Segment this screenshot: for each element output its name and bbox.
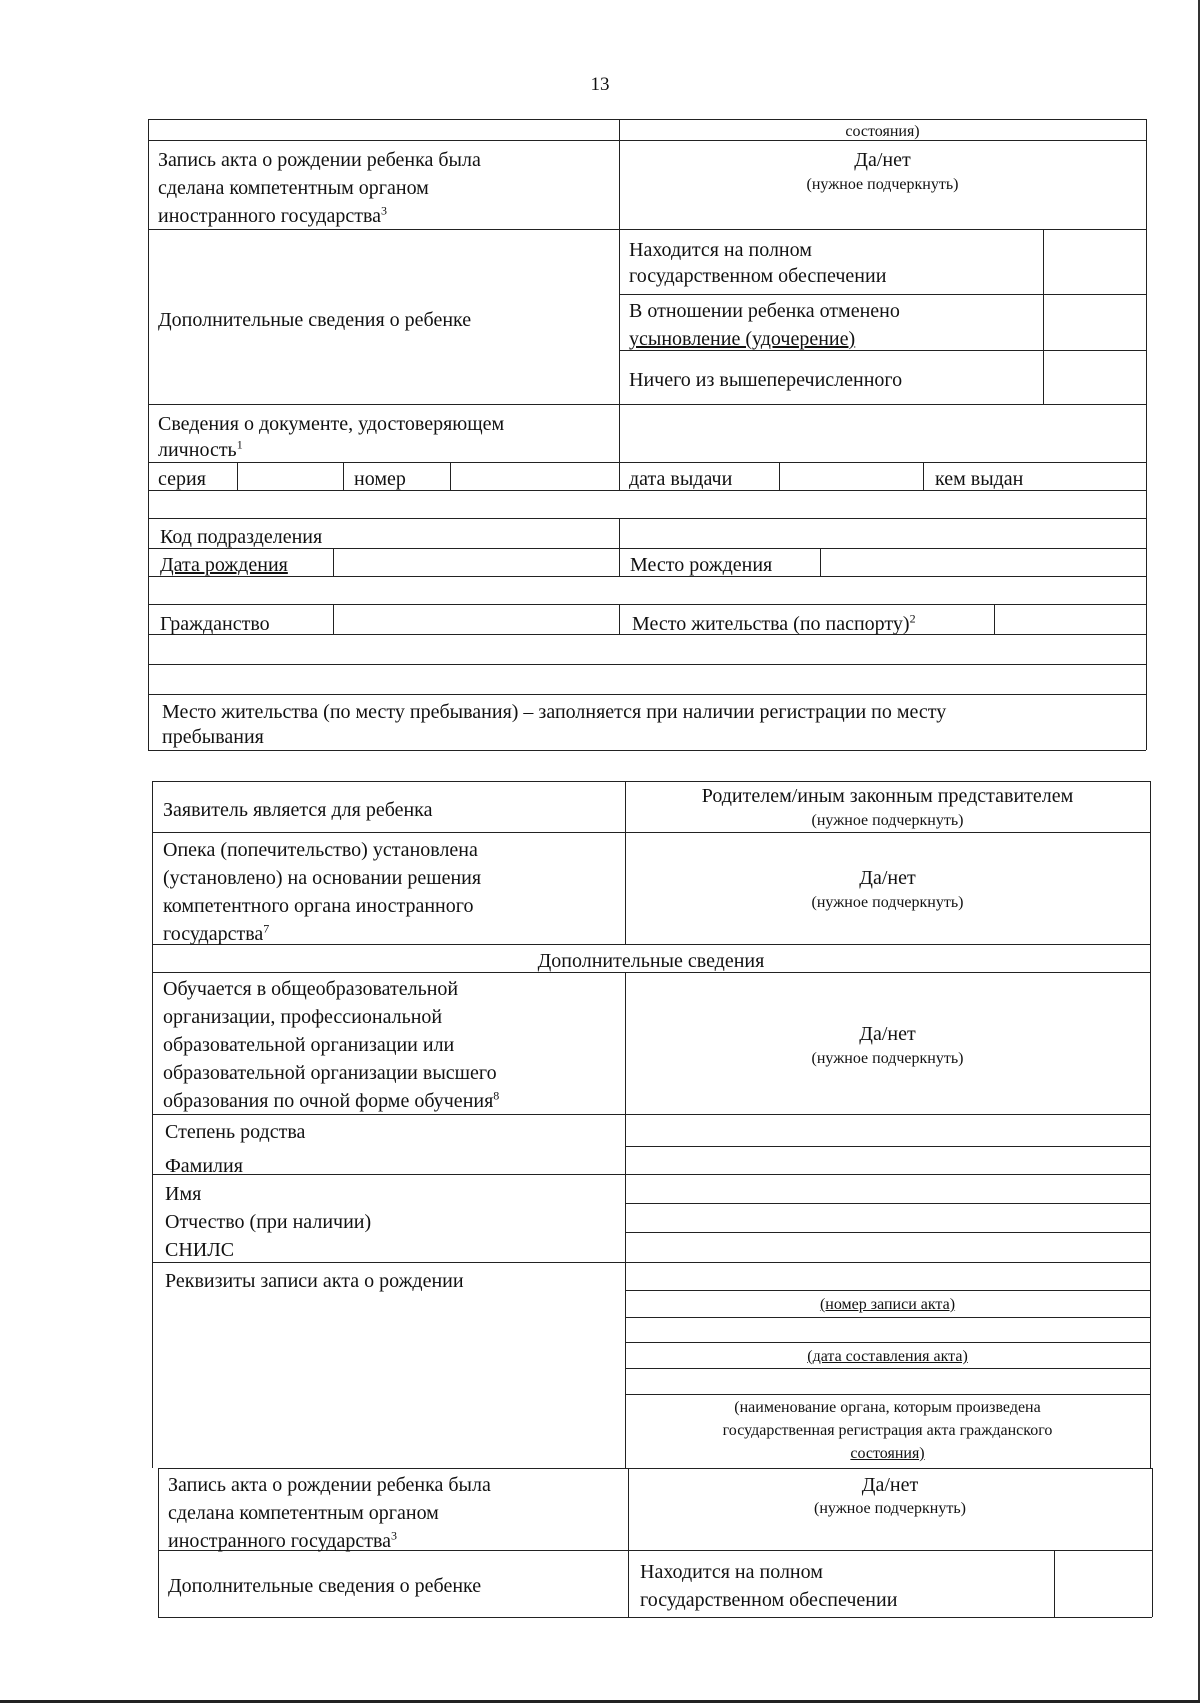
name-label: Имя xyxy=(165,1183,202,1205)
birth-date-field[interactable] xyxy=(335,550,618,575)
snils-label: СНИЛС xyxy=(165,1239,235,1261)
issue-date-field[interactable] xyxy=(781,464,922,489)
surname-label: Фамилия xyxy=(165,1155,243,1177)
study-hint: (нужное подчеркнуть) xyxy=(811,1050,964,1067)
kinship-label: Степень родства xyxy=(165,1121,306,1143)
stay-residence-label-line2: пребывания xyxy=(162,726,264,748)
number-label: номер xyxy=(354,468,406,490)
issued-by-label: кем выдан xyxy=(935,468,1024,490)
snils-field[interactable] xyxy=(627,1234,1149,1261)
id-doc-label-line1: Сведения о документе, удостоверяющем xyxy=(158,413,505,435)
applicant-hint: (нужное подчеркнуть) xyxy=(811,812,964,829)
option-adoption-line1: В отношении ребенка отменено xyxy=(629,300,900,322)
option-state-support-2-line1: Находится на полном xyxy=(640,1561,823,1583)
kinship-field[interactable] xyxy=(627,1116,1149,1145)
record-number-hint: (номер записи акта) xyxy=(819,1296,956,1313)
option-adoption-line2: усыновление (удочерение) xyxy=(629,328,856,350)
birth-place-field[interactable] xyxy=(822,550,1145,575)
registry-body-field[interactable] xyxy=(627,1370,1149,1393)
record-date-field[interactable] xyxy=(627,1319,1149,1341)
extra-info-label: Дополнительные сведения о ребенке xyxy=(158,309,472,331)
citizenship-field[interactable] xyxy=(335,606,618,633)
division-code-label: Код подразделения xyxy=(160,526,323,548)
registry-body-hint-line2: государственная регистрация акта гражданского xyxy=(722,1422,1053,1439)
option-state-support-2-checkbox[interactable] xyxy=(1056,1552,1151,1616)
page-number: 13 xyxy=(590,74,610,95)
stay-residence-label-line1: Место жительства (по месту пребывания) – заполняется при наличии регистрации по месту xyxy=(162,701,947,723)
guardianship-hint: (нужное подчеркнуть) xyxy=(811,894,964,911)
patronymic-label: Отчество (при наличии) xyxy=(165,1211,372,1233)
applicant-label: Заявитель является для ребенка xyxy=(163,799,433,821)
applicant-value[interactable]: Родителем/иным законным представителем xyxy=(701,785,1074,807)
option-state-support-checkbox[interactable] xyxy=(1045,231,1145,293)
issued-by-field[interactable] xyxy=(150,492,1145,517)
caption-registry-end: состояния) xyxy=(845,123,920,140)
record-number-field[interactable] xyxy=(627,1264,1149,1289)
option-adoption-checkbox[interactable] xyxy=(1045,296,1145,349)
registry-body-hint-line1: (наименование органа, которым произведена xyxy=(734,1399,1041,1416)
foreign-record-value-2[interactable]: Да/нет xyxy=(861,1474,919,1496)
surname-field[interactable] xyxy=(627,1148,1149,1173)
series-label: серия xyxy=(158,468,206,490)
record-date-hint: (дата составления акта) xyxy=(807,1348,968,1365)
option-none: Ничего из вышеперечисленного xyxy=(629,369,903,391)
option-state-support-2-line2: государственном обеспечении xyxy=(640,1589,898,1611)
id-doc-label-line2: личность$^1$ xyxy=(158,437,243,461)
option-state-support-line1: Находится на полном xyxy=(629,239,812,261)
birth-record-label: Реквизиты записи акта о рождении xyxy=(165,1270,464,1292)
foreign-record-value[interactable]: Да/нет xyxy=(854,149,911,171)
id-doc-field[interactable] xyxy=(621,406,1145,461)
residence-passport-field[interactable] xyxy=(996,606,1145,633)
option-none-checkbox[interactable] xyxy=(1045,352,1145,403)
division-code-field[interactable] xyxy=(621,520,1145,547)
foreign-record-hint-2: (нужное подчеркнуть) xyxy=(814,1500,966,1517)
additional-info-header: Дополнительные сведения xyxy=(537,950,765,972)
patronymic-field[interactable] xyxy=(627,1205,1149,1231)
birth-place-label: Место рождения xyxy=(630,554,773,576)
residence-passport-extra-field[interactable] xyxy=(150,636,1145,663)
registry-body-hint-line3: состояния) xyxy=(850,1445,925,1462)
foreign-record-hint: (нужное подчеркнуть) xyxy=(806,176,959,193)
residence-passport-label: Место жительства (по паспорту)$^2$ xyxy=(632,611,916,635)
extra-info-label-2: Дополнительные сведения о ребенке xyxy=(168,1575,482,1597)
series-field[interactable] xyxy=(239,464,342,489)
study-value[interactable]: Да/нет xyxy=(859,1023,916,1045)
guardianship-value[interactable]: Да/нет xyxy=(859,867,916,889)
birth-date-label: Дата рождения xyxy=(160,554,288,576)
option-state-support-line2: государственном обеспечении xyxy=(629,265,887,287)
name-field[interactable] xyxy=(627,1176,1149,1202)
issue-date-label: дата выдачи xyxy=(629,468,733,490)
number-field[interactable] xyxy=(452,464,618,489)
citizenship-label: Гражданство xyxy=(160,613,270,635)
